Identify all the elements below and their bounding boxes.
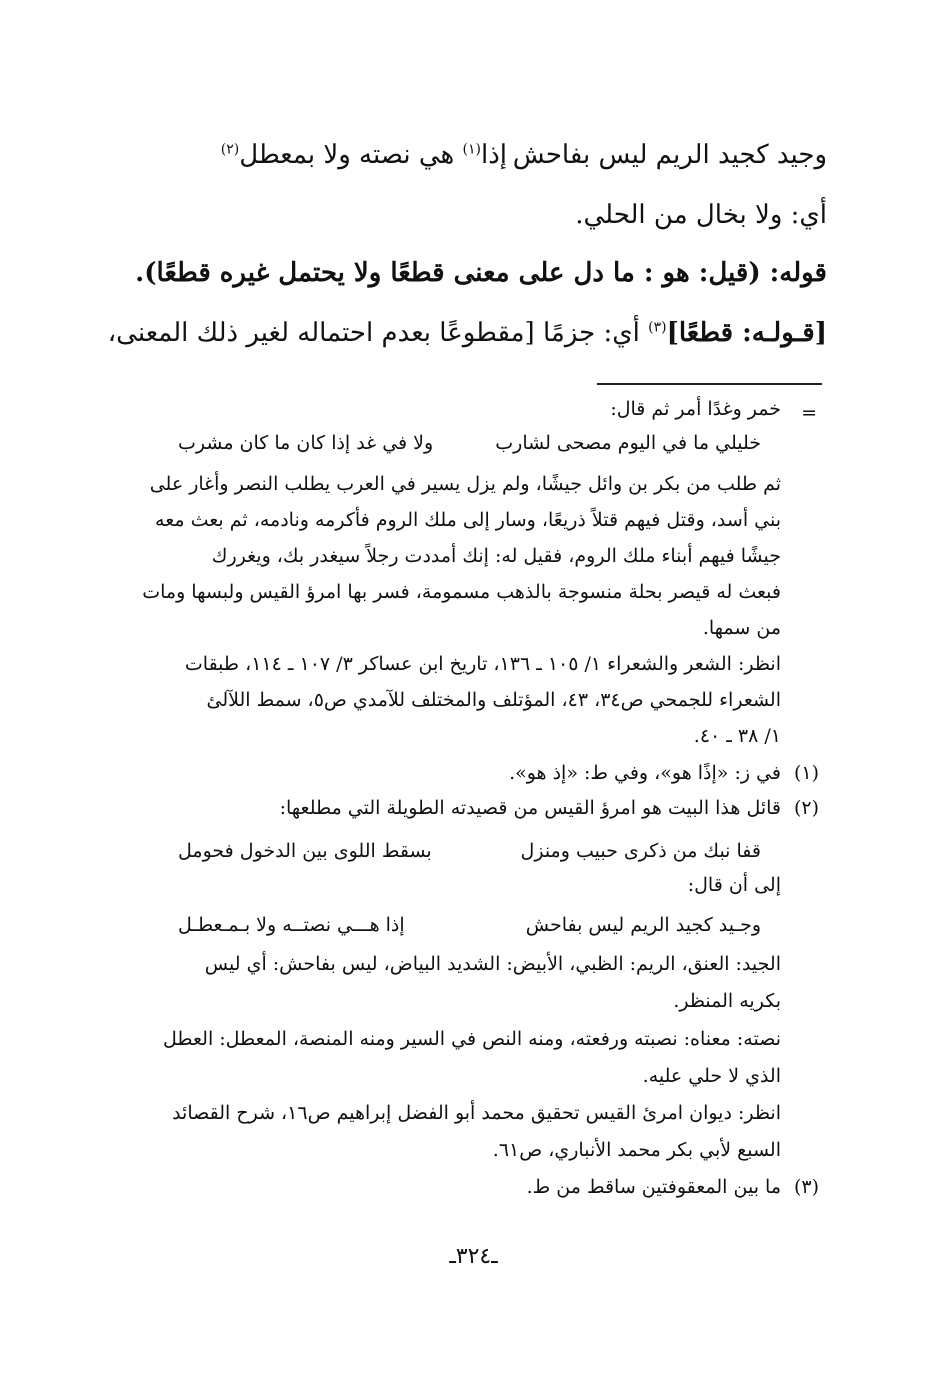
cont-text-line: ثم طلب من بكر بن وائل جيشًا، ولم يزل يسير في العرب يطلب النصر وأغار على bbox=[149, 473, 781, 495]
verse-left-rest: هي نصته ولا بمعطل bbox=[239, 140, 463, 170]
cont-text-line: من سمها. bbox=[702, 617, 781, 639]
footnote-2-line: نصته: معناه: نصبته ورفعته، ومنه النص في السير ومنه المنصة، المعطل: العطل bbox=[163, 1028, 781, 1050]
main-line-4-bold: [قـولـه: قطعًا] bbox=[666, 318, 827, 348]
verse-left-start: إذا bbox=[480, 140, 507, 170]
footnote-ref-2: (٢) bbox=[220, 141, 240, 158]
cont-text-line: بني أسد، وقتل فيهم قتلاً ذريعًا، وسار إلى ملك الروم فأكرمه ونادمه، ثم بعث معه bbox=[155, 509, 781, 531]
footnote-ref-3: (٣) bbox=[648, 319, 667, 336]
fn2-verse2-left: إذا هـــي نصتــه ولا بـمـعطـل bbox=[178, 914, 405, 936]
fn2-verse1-right: قفا نبك من ذكرى حبيب ومنزل bbox=[520, 840, 761, 862]
footnote-3-marker: (٣) bbox=[793, 1176, 819, 1198]
continuation-line: خمر وغدًا أمر ثم قال: bbox=[610, 398, 781, 420]
cont-reference-line: الشعراء للجمحي ص٣٤، ٤٣، المؤتلف والمختلف للآمدي ص٥، سمط اللآلئ bbox=[206, 689, 781, 711]
cont-text-line: جيشًا فيهم أبناء ملك الروم، فقيل له: إنك أمددت رجلاً سيغدر بك، ويغررك bbox=[211, 545, 781, 567]
main-line-4-rest: أي: جزمًا [مقطوعًا بعدم احتماله لغير ذلك المعنى، bbox=[107, 318, 649, 348]
verse-right-hemistich: وجيد كجيد الريم ليس بفاحش bbox=[512, 140, 827, 170]
cont-verse-left: ولا في غد إذا كان ما كان مشرب bbox=[178, 432, 434, 454]
cont-verse-right: خليلي ما في اليوم مصحى لشارب bbox=[495, 432, 761, 454]
page-number: ـ٣٢٤ـ bbox=[449, 1244, 498, 1269]
footnote-3-text: ما بين المعقوفتين ساقط من ط. bbox=[526, 1176, 781, 1198]
main-line-3: قوله: (قيل: هو : ما دل على معنى قطعًا ولا يحتمل غيره قطعًا). bbox=[135, 258, 827, 288]
footnote-2-line: قائل هذا البيت هو امرؤ القيس من قصيدته الطويلة التي مطلعها: bbox=[279, 797, 781, 819]
footnote-2-line: الذي لا حلي عليه. bbox=[642, 1065, 781, 1087]
main-line-4 bbox=[108, 318, 827, 349]
cont-reference-line: انظر: الشعر والشعراء ١/ ١٠٥ ـ ١٣٦، تاريخ ابن عساكر ٣/ ١٠٧ ـ ١١٤، طبقات bbox=[184, 653, 781, 675]
footnote-2-line: بكريه المنظر. bbox=[673, 990, 781, 1012]
footnote-2-marker: (٢) bbox=[793, 797, 819, 819]
cont-text-line: فبعث له قيصر بحلة منسوجة بالذهب مسمومة، فسر بها امرؤ القيس ولبسها ومات bbox=[142, 581, 781, 603]
footnote-2-line: السبع لأبي بكر محمد الأنباري، ص٦١. bbox=[492, 1139, 781, 1161]
footnote-1-text: في ز: «إذًا هو»، وفي ط: «إذ هو». bbox=[509, 762, 781, 784]
continuation-marker: = bbox=[801, 402, 817, 424]
footnote-separator bbox=[597, 383, 822, 385]
footnote-2-line: انظر: ديوان امرئ القيس تحقيق محمد أبو الفضل إبراهيم ص١٦، شرح القصائد bbox=[172, 1102, 781, 1124]
footnote-2-line: إلى أن قال: bbox=[687, 874, 781, 896]
verse-left-hemistich bbox=[221, 140, 507, 171]
cont-reference-line: ١/ ٣٨ ـ ٤٠. bbox=[693, 725, 781, 747]
fn2-verse2-right: وجـيد كجيد الريم ليس بفاحش bbox=[525, 914, 761, 936]
footnote-1-marker: (١) bbox=[793, 762, 819, 784]
footnote-ref-1: (١) bbox=[462, 141, 481, 158]
footnote-2-line: الجيد: العنق، الريم: الظبي، الأبيض: الشديد البياض، ليس بفاحش: أي ليس bbox=[204, 953, 781, 975]
fn2-verse1-left: بسقط اللوى بين الدخول فحومل bbox=[178, 840, 432, 862]
main-line-2: أي: ولا بخال من الحلي. bbox=[575, 200, 827, 230]
